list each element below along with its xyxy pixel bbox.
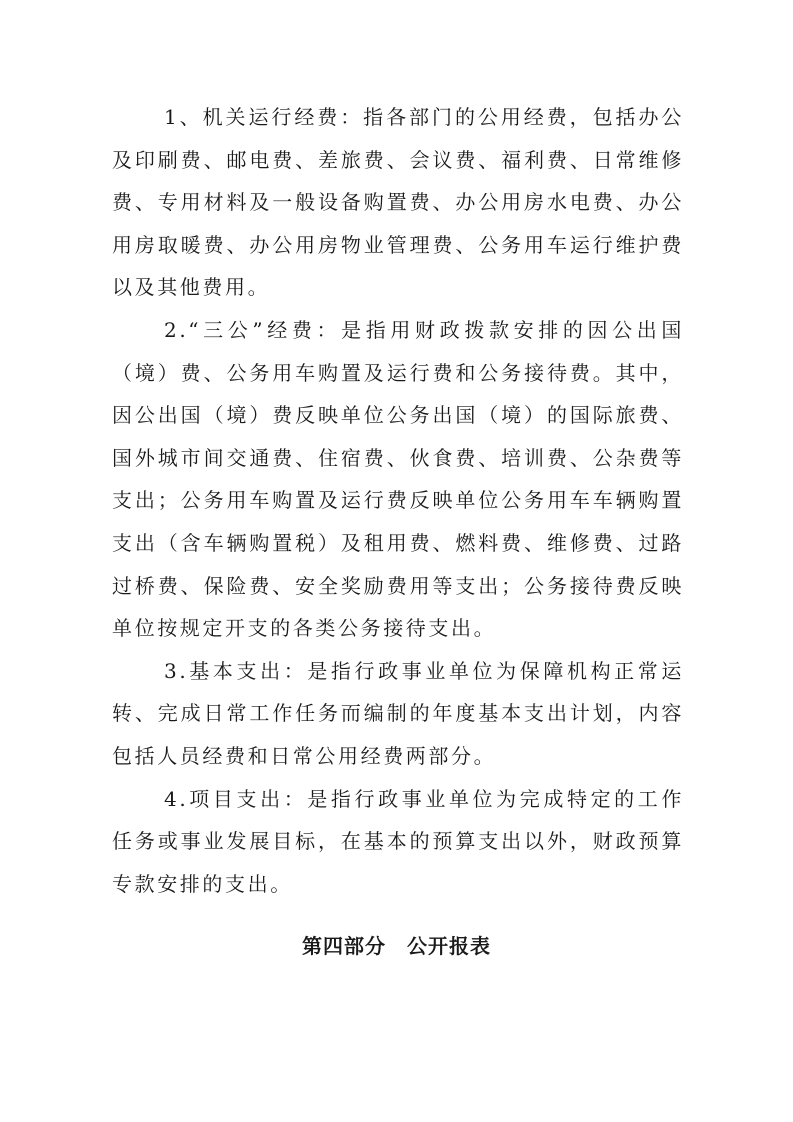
paragraph-basic-expenditure: 3.基本支出：是指行政事业单位为保障机构正常运转、完成日常工作任务而编制的年度基本支出计划，内容包括人员经费和日常公用经费两部分。 bbox=[112, 658, 684, 768]
paragraph-operating-expenses: 1、机关运行经费：指各部门的公用经费，包括办公及印刷费、邮电费、差旅费、会议费、福利费、日常维修费、专用材料及一般设备购置费、办公用房水电费、办公用房取暖费、办公用房物业管理费、公务用车运行维护费以及其他费用。 bbox=[112, 105, 684, 300]
section-title: 第四部分 公开报表 bbox=[302, 934, 491, 958]
paragraph-project-expenditure: 4.项目支出：是指行政事业单位为完成特定的工作任务或事业发展目标，在基本的预算支出以外，财政预算专款安排的支出。 bbox=[112, 786, 684, 896]
body-text bbox=[112, 96, 684, 905]
paragraph-three-public-expenses: 2.“三公”经费：是指用财政拨款安排的因公出国（境）费、公务用车购置及运行费和公务接待费。其中，因公出国（境）费反映单位公务出国（境）的国际旅费、国外城市间交通费、住宿费、伙食费、培训费、公杂费等支出；公务用车购置及运行费反映单位公务用车车辆购置支出（含车辆购置税）及租用费、燃料费、维修费、过路过桥费、保险费、安全奖励费用等支出；公务接待费反映单位按规定开支的各类公务接待支出。 bbox=[112, 317, 684, 641]
